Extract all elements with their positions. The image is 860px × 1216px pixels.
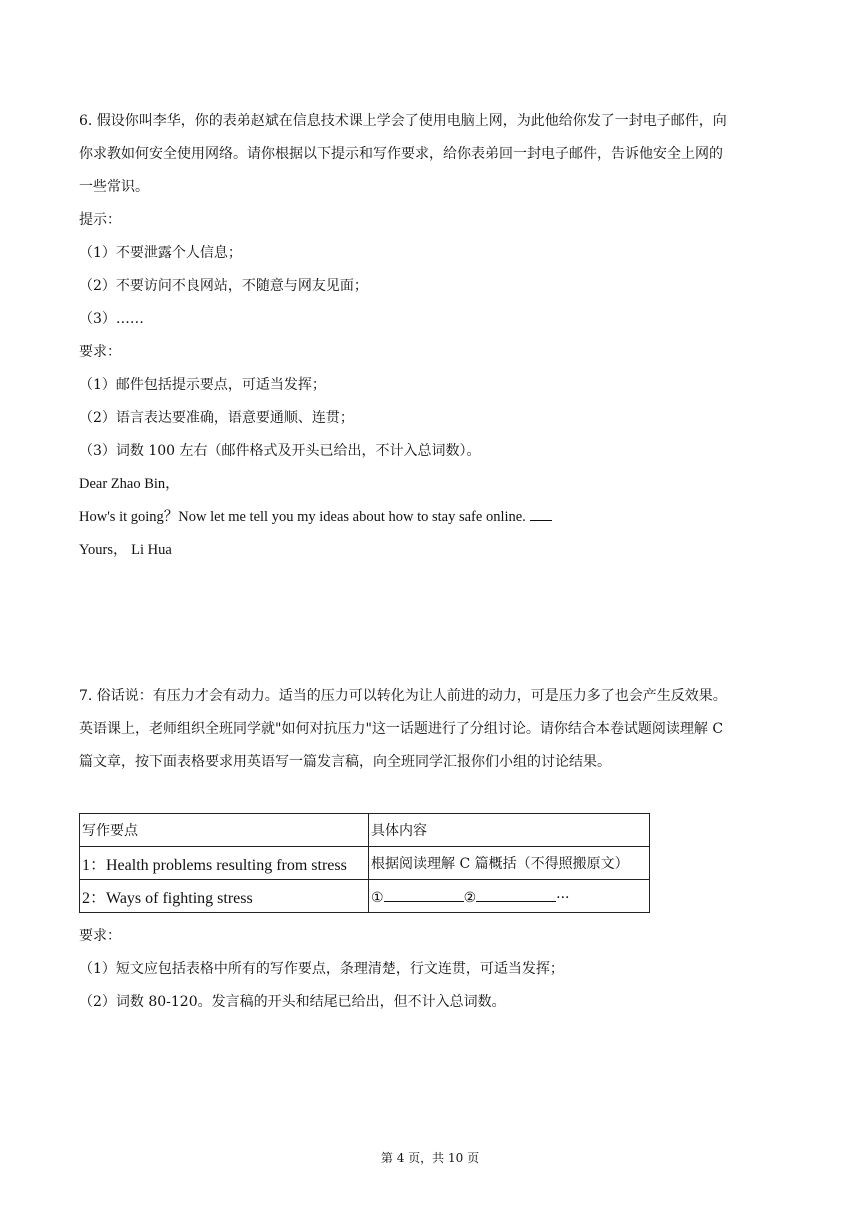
q6-opening-text: How's it going？Now let me tell you my ideas about how to stay safe online. [79, 509, 526, 525]
question-7 [79, 686, 779, 785]
question-6 [79, 111, 779, 573]
q6-hint-2: （2）不要访问不良网站，不随意与网友见面； [79, 278, 368, 294]
circle-2-marker: ② [463, 889, 477, 906]
table-cell [369, 847, 650, 880]
table-header-cell: 写作要点 [80, 814, 369, 847]
q6-hint-1: （1）不要泄露个人信息； [79, 245, 242, 261]
q6-requirement-3: （3）词数 100 左右（邮件格式及开头已给出，不计入总词数）。 [79, 443, 481, 459]
table-row [80, 847, 650, 880]
q6-requirement-1: （1）邮件包括提示要点，可适当发挥； [79, 377, 326, 393]
answer-blank[interactable] [384, 887, 464, 902]
q6-requirement-label: 要求： [79, 344, 121, 360]
q6-greeting: Dear Zhao Bin， [79, 476, 180, 492]
q7-prompt-line-1: 7. 俗话说：有压力才会有动力。适当的压力可以转化为让人前进的动力，可是压力多了也会产生反效果。 [79, 688, 727, 704]
q7-prompt-line-3: 篇文章，按下面表格要求用英语写一篇发言稿，向全班同学汇报你们小组的讨论结果。 [79, 754, 611, 770]
q6-closing: Yours， Li Hua [79, 542, 172, 558]
q6-opening-line [79, 507, 779, 540]
circle-1-marker: ① [371, 889, 384, 906]
table-cell: 1：Health problems resulting from stress [80, 847, 369, 880]
ellipsis: ··· [556, 889, 570, 906]
table-row [80, 880, 650, 913]
table-cell [369, 880, 650, 913]
table-row [80, 814, 650, 847]
table-header-cell: 具体内容 [369, 814, 650, 847]
q7-prompt-line-2: 英语课上，老师组织全班同学就"如何对抗压力"这一话题进行了分组讨论。请你结合本卷试题阅读理解 C [79, 721, 724, 737]
q7-requirement-1: （1）短文应包括表格中所有的写作要点，条理清楚，行文连贯，可适当发挥； [79, 961, 564, 977]
answer-blank[interactable] [530, 508, 552, 521]
q6-prompt-line-2: 你求教如何安全使用网络。请你根据以下提示和写作要求，给你表弟回一封电子邮件，告诉他安全上网的 [79, 146, 723, 162]
page-footer: 第 4 页，共 10 页 [380, 1151, 480, 1165]
q6-hint-label: 提示： [79, 212, 121, 228]
q6-requirement-2: （2）语言表达要准确，语意要通顺、连贯； [79, 410, 354, 426]
q7-requirements [79, 926, 779, 1025]
q6-prompt-line-3: 一些常识。 [79, 179, 149, 195]
writing-points-table [79, 813, 650, 913]
table-cell-text: 根据阅读理解 C 篇概括（不得照搬原文） [371, 856, 629, 872]
answer-blank[interactable] [476, 887, 556, 902]
q6-hint-3: （3）…… [79, 311, 144, 327]
q7-requirement-label: 要求： [79, 928, 121, 944]
q7-requirement-2: （2）词数 80-120。发言稿的开头和结尾已给出，但不计入总词数。 [79, 994, 506, 1010]
q6-prompt-line-1: 6. 假设你叫李华，你的表弟赵斌在信息技术课上学会了使用电脑上网，为此他给你发了一封电子邮件，向 [79, 113, 727, 129]
table-cell: 2：Ways of fighting stress [80, 880, 369, 913]
